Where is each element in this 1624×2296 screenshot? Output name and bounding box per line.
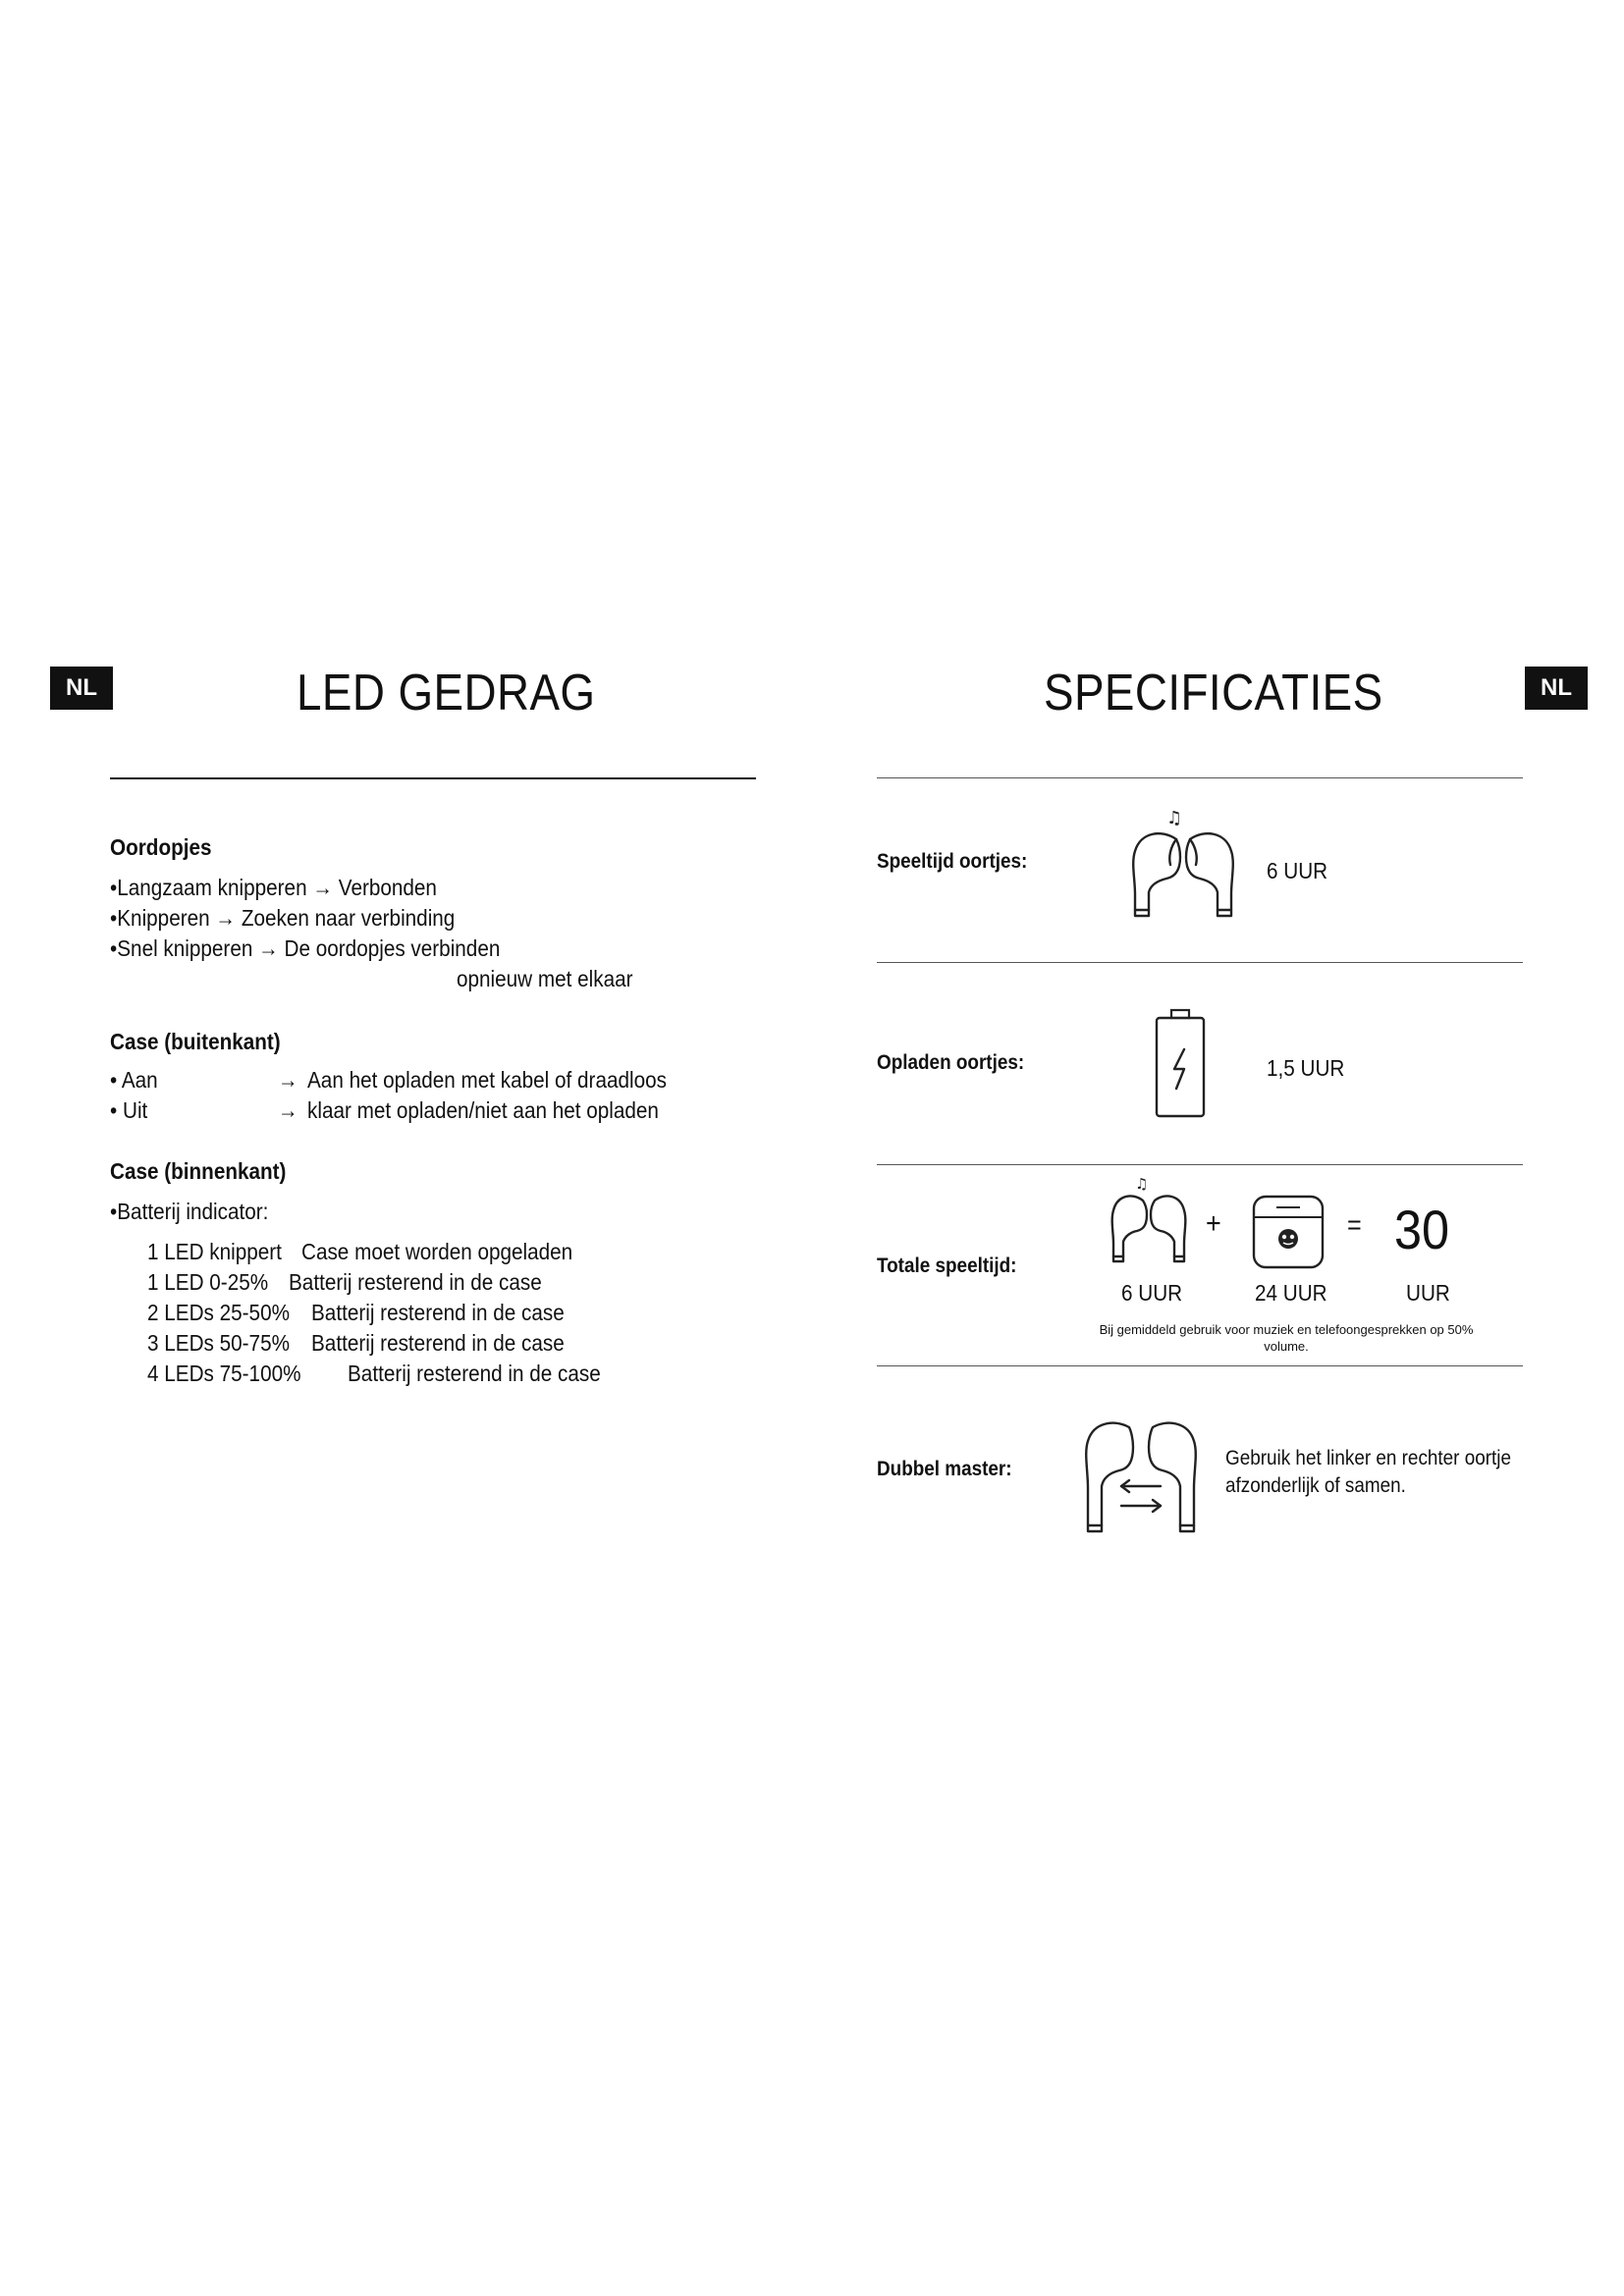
earbuds-line-3: •Snel knipperen → De oordopjes verbinden xyxy=(110,935,501,961)
spec-label-total-playtime: Totale speeltijd: xyxy=(877,1255,1017,1277)
spec-value-case-hours: 24 UUR xyxy=(1255,1280,1327,1306)
case-outside-arrow-off: → xyxy=(278,1097,298,1123)
case-outside-arrow-on: → xyxy=(278,1067,298,1093)
battery-row-1-leds: 1 LED knippert xyxy=(147,1239,282,1264)
equals-sign: = xyxy=(1347,1209,1362,1240)
battery-row-2-desc: Batterij resterend in de case xyxy=(289,1269,542,1295)
page-title-specificaties: SPECIFICATIES xyxy=(1044,665,1383,721)
earbuds-heading: Oordopjes xyxy=(110,834,212,860)
case-outside-state-off: • Uit xyxy=(110,1097,148,1123)
battery-row-3-leds: 2 LEDs 25-50% xyxy=(147,1300,290,1325)
language-tag-right: NL xyxy=(1525,667,1588,710)
battery-row-2-leds: 1 LED 0-25% xyxy=(147,1269,269,1295)
spec-divider-4 xyxy=(877,1365,1523,1366)
charging-case-icon xyxy=(1251,1194,1326,1270)
spec-label-charging-earbuds: Opladen oortjes: xyxy=(877,1051,1025,1074)
dual-master-icon xyxy=(1072,1417,1210,1543)
dual-master-description xyxy=(1225,1445,1511,1500)
earbuds-line-1: •Langzaam knipperen → Verbonden xyxy=(110,875,437,900)
spec-value-charging-earbuds: 1,5 UUR xyxy=(1267,1055,1345,1081)
case-outside-desc-on: Aan het opladen met kabel of draadloos xyxy=(307,1067,667,1093)
battery-row-1-desc: Case moet worden opgeladen xyxy=(301,1239,573,1264)
battery-row-4-leds: 3 LEDs 50-75% xyxy=(147,1330,290,1356)
spec-divider-1 xyxy=(877,777,1523,778)
battery-charging-icon xyxy=(1151,1008,1210,1120)
case-outside-desc-off: klaar met opladen/niet aan het opladen xyxy=(307,1097,659,1123)
spec-divider-3 xyxy=(877,1164,1523,1165)
title-divider-left xyxy=(110,777,756,779)
spec-divider-2 xyxy=(877,962,1523,963)
spec-value-earbuds-hours: 6 UUR xyxy=(1121,1280,1183,1306)
battery-row-5-desc: Batterij resterend in de case xyxy=(348,1361,601,1386)
page-title-led-gedrag: LED GEDRAG xyxy=(297,665,596,721)
svg-text:♫: ♫ xyxy=(1166,808,1183,828)
battery-row-4-desc: Batterij resterend in de case xyxy=(311,1330,565,1356)
spec-value-total-unit: UUR xyxy=(1406,1280,1450,1306)
battery-row-5-leds: 4 LEDs 75-100% xyxy=(147,1361,301,1386)
spec-label-dual-master: Dubbel master: xyxy=(877,1458,1012,1480)
dual-master-line-2: afzonderlijk of samen. xyxy=(1225,1474,1406,1497)
playtime-footnote-line-1: Bij gemiddeld gebruik voor muziek en telefoongesprekken op 50% xyxy=(1099,1322,1474,1337)
spec-value-playtime-earbuds: 6 UUR xyxy=(1267,858,1328,883)
playtime-footnote-line-2: volume. xyxy=(1264,1339,1309,1354)
svg-text:♫: ♫ xyxy=(1135,1175,1149,1193)
language-tag-left: NL xyxy=(50,667,113,710)
earbuds-line-2: •Knipperen → Zoeken naar verbinding xyxy=(110,905,456,931)
battery-indicator-intro: •Batterij indicator: xyxy=(110,1199,269,1224)
case-inside-heading: Case (binnenkant) xyxy=(110,1158,287,1184)
battery-row-3-desc: Batterij resterend in de case xyxy=(311,1300,565,1325)
plus-sign: + xyxy=(1206,1207,1221,1240)
case-outside-heading: Case (buitenkant) xyxy=(110,1029,281,1054)
spec-label-playtime-earbuds: Speeltijd oortjes: xyxy=(877,850,1028,873)
case-outside-state-on: • Aan xyxy=(110,1067,158,1093)
total-playtime-number: 30 xyxy=(1394,1199,1450,1260)
earbuds-music-small-icon xyxy=(1102,1171,1196,1269)
earbuds-music-icon xyxy=(1119,800,1247,930)
dual-master-line-1: Gebruik het linker en rechter oortje xyxy=(1225,1447,1511,1469)
earbuds-line-3-continued: opnieuw met elkaar xyxy=(457,966,633,991)
playtime-footnote xyxy=(1060,1321,1512,1355)
